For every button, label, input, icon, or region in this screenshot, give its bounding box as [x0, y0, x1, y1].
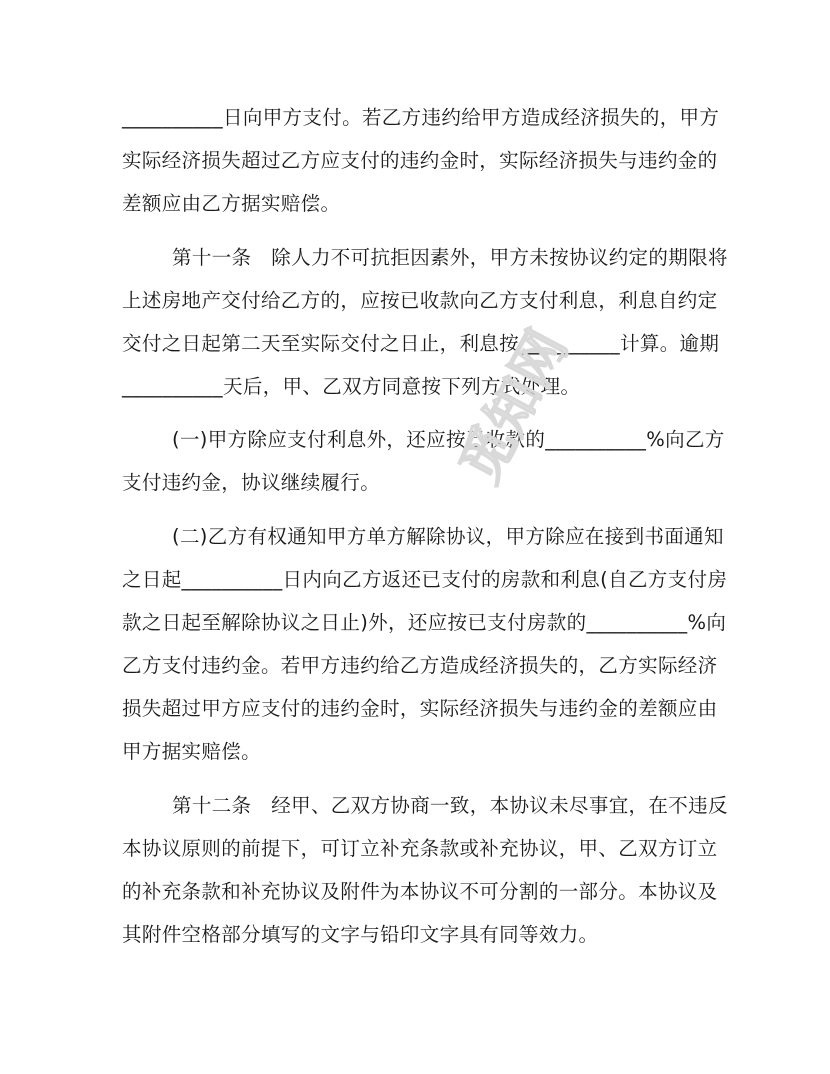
text-line: 支付违约金，协议继续履行。	[122, 471, 381, 494]
text-line: (一)甲方除应支付利息外，还应按已收款的__________%向乙方	[172, 428, 725, 451]
text-line: 上述房地产交付给乙方的，应按已收款向乙方支付利息，利息自约定	[122, 289, 718, 312]
text-line: __________天后，甲、乙双方同意按下列方式处理。	[122, 375, 581, 398]
text-line: 款之日起至解除协议之日止)外，还应按已支付房款的__________%向	[122, 611, 727, 634]
text-line: (二)乙方有权通知甲方单方解除协议，甲方除应在接到书面通知	[172, 525, 724, 548]
text-line: 的补充条款和补充协议及附件为本协议不可分割的一部分。本协议及	[122, 880, 718, 903]
text-line: 其附件空格部分填写的文字与铅印文字具有同等效力。	[122, 923, 599, 946]
watermark-text: 觅知网	[455, 320, 580, 493]
text-line: 乙方支付违约金。若甲方违约给乙方造成经济损失的，乙方实际经济	[122, 654, 718, 677]
text-line: 之日起__________日内向乙方返还已支付的房款和利息(自乙方支付房	[122, 568, 728, 591]
text-line: __________日向甲方支付。若乙方违约给甲方造成经济损失的，甲方	[122, 106, 720, 129]
text-line: 第十一条 除人力不可抗拒因素外，甲方未按协议约定的期限将	[172, 246, 728, 269]
text-line: 交付之日起第二天至实际交付之日止，利息按__________计算。逾期	[122, 332, 720, 355]
text-line: 本协议原则的前提下，可订立补充条款或补充协议，甲、乙双方订立	[122, 837, 718, 860]
text-line: 第十二条 经甲、乙双方协商一致，本协议未尽事宜，在不违反	[172, 794, 728, 817]
text-line: 甲方据实赔偿。	[122, 740, 261, 763]
text-line: 损失超过甲方应支付的违约金时，实际经济损失与违约金的差额应由	[122, 697, 718, 720]
text-line: 实际经济损失超过乙方应支付的违约金时，实际经济损失与违约金的	[122, 149, 718, 172]
text-line: 差额应由乙方据实赔偿。	[122, 192, 341, 215]
